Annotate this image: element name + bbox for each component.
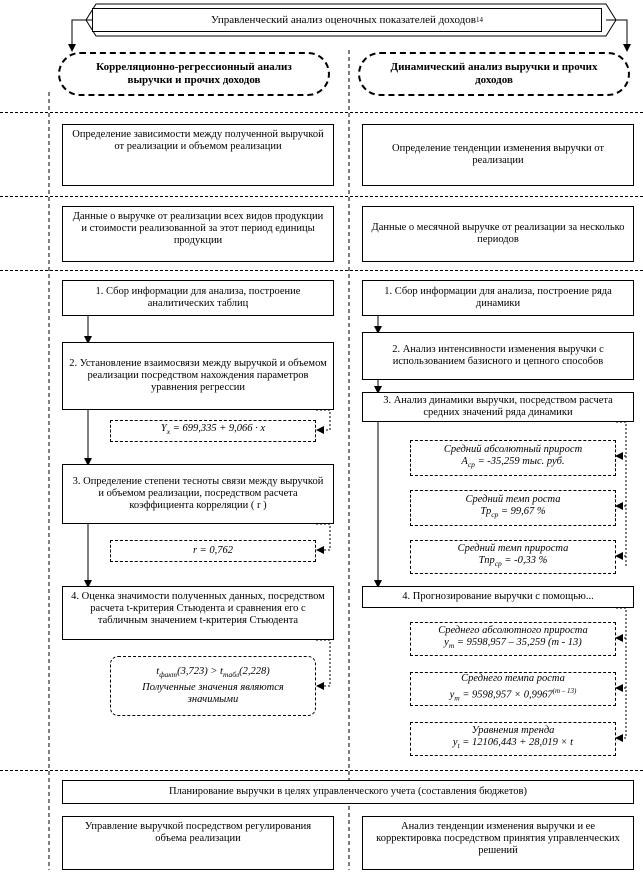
regression-equation: $Y_x = 699,335 + 9,066 \cdot x$ [110,420,316,442]
correlation-coefficient: r = 0,762 [110,540,316,562]
left-data-box: Данные о выручке от реализации всех видов продукции и стоимости реализованной за этот период единицы продукции [62,206,334,262]
right-step-1: 1. Сбор информации для анализа, построение ряда динамики [362,280,634,316]
separator [0,112,643,113]
title-banner [92,8,602,32]
title-text: Управленческий анализ оценочных показателей доходов [211,14,476,26]
left-column-header: Корреляционно-регрессионный анализ выручки и прочих доходов [58,52,330,96]
t-test-result: $t_{факт}(3,723) > t_{табл}(2,228)$ Полученные значения являются значимыми [110,656,316,716]
right-column-header: Динамический анализ выручки и прочих доходов [358,52,630,96]
planning-box: Планирование выручки в целях управленческого учета (составления бюджетов) [62,780,634,804]
separator [0,770,643,771]
left-step-1: 1. Сбор информации для анализа, построение аналитических таблиц [62,280,334,316]
avg-absolute-growth: Средний абсолютный прирост $A_{ср} = -35,259$ тыс. руб. [410,440,616,476]
left-goal-box: Определение зависимости между полученной выручкой от реализации и объемом реализации [62,124,334,186]
separator [0,196,643,197]
separator [0,270,643,271]
left-step-3: 3. Определение степени тесноты связи между выручкой и объемом реализации, посредством расчета коэффициента корреляции ( r ) [62,464,334,524]
forecast-absolute-growth: Среднего абсолютного прироста $y_m = 9598,957 - 35,259$ (m - 13) [410,622,616,656]
left-step-4: 4. Оценка значимости полученных данных, посредством расчета t-критерия Стьюдента и сравнения его с табличным значением t-критерия Стьюдента [62,586,334,640]
right-step-2: 2. Анализ интенсивности изменения выручки с использованием базисного и цепного способов [362,332,634,380]
right-step-3: 3. Анализ динамики выручки, посредством расчета средних значений ряда динамики [362,392,634,422]
forecast-growth-rate: Среднего темпа роста $y_m = 9598,957 \times 0,9967^{(m - 13)}$ [410,672,616,706]
right-goal-box: Определение тенденции изменения выручки от реализации [362,124,634,186]
right-bottom-box: Анализ тенденции изменения выручки и ее корректировка посредством принятия управленческих решений [362,816,634,870]
forecast-trend-equation: Уравнения тренда $y_t = 12106,443 + 28,019 \times t$ [410,722,616,756]
right-step-4: 4. Прогнозирование выручки с помощью... [362,586,634,608]
left-bottom-box: Управление выручкой посредством регулирования объема реализации [62,816,334,870]
right-data-box: Данные о месячной выручке от реализации за несколько периодов [362,206,634,262]
left-step-2: 2. Установление взаимосвязи между выручкой и объемом реализации посредством нахождения параметров уравнения регрессии [62,342,334,410]
avg-growth-rate: Средний темп роста $Тр_{ср} = 99,67$ % [410,490,616,526]
title-footnote: 14 [475,16,483,24]
avg-increase-rate: Средний темп прироста Тпр$_{ср}$ = -0,33 % [410,540,616,574]
